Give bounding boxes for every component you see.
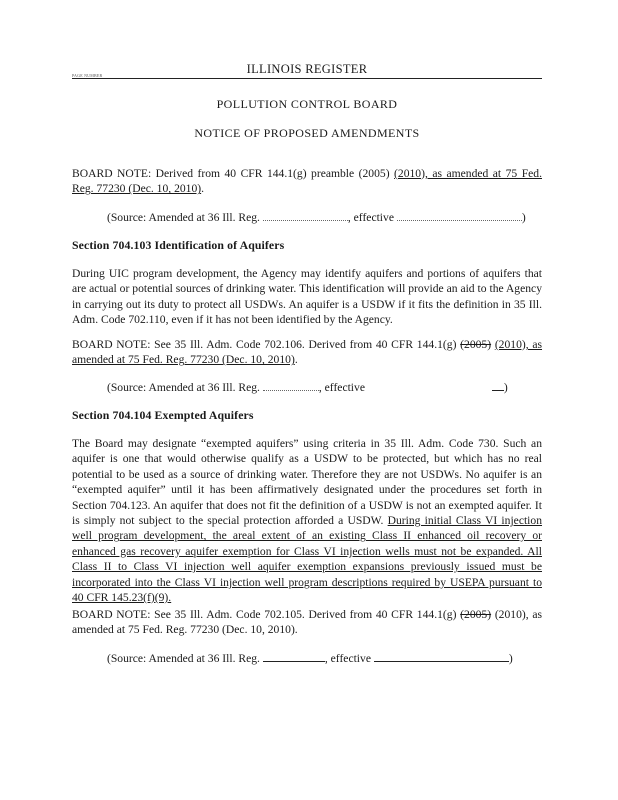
source-3-date-blank [374,651,509,662]
board-note-1 [72,166,542,197]
source-2-reg-blank [263,380,319,391]
board-note-1-suffix: . [201,182,205,196]
source-2-prefix: (Source: Amended at 36 Ill. Reg. [107,381,263,394]
source-2-middle: , effective [318,381,368,394]
board-note-2 [72,337,542,368]
board-note-2-struck: (2005) [460,338,492,351]
source-3-reg-blank [263,651,325,662]
register-header [72,64,542,79]
source-3-middle: , effective [324,652,374,665]
source-1-prefix: (Source: Amended at 36 Ill. Reg. [107,211,263,224]
source-3-prefix: (Source: Amended at 36 Ill. Reg. [107,652,263,665]
board-note-2-paren: ) [452,338,461,351]
section-704-104-added-text: During initial Class VI injection well program development, the areal extent of an existing Class II enhanced oil recovery or enhanced gas recovery aquifer exemption for Class VI injection wells must not be expanded. All Class II to Class VI injection well aquifer exemption expansions previously issued must be incorporated into the Class VI injection well program descriptions required by USEPA pursuant to 40 CFR 145.23(f)(9). [72,514,543,605]
page-number-label: PAGE NUMBER [72,73,103,78]
board-note-3-struck: (2005) [460,608,492,621]
section-704-104-text: The Board may designate “exempted aquifers” using criteria in 35 Ill. Adm. Code 730. Such an aquifer is one that would otherwise qualify as a USDW to be protected, but which has no real potential to be used as a source of drinking water. Therefore they are not USDWs. No aquifer is an “exempted aquifer” until it has been affirmatively designated under the procedures set forth in Section 704.123. An aquifer that does not fit the definition of a USDW is not an exempted aquifer. It is simply not subject to the special protection afforded a USDW. [72,437,542,528]
board-note-2-added: (2010), as amended at 75 Fed. Reg. 77230 (Dec. 10, 2010) [72,338,543,367]
section-704-103-heading: Section 704.103 Identification of Aquifers [72,238,285,252]
board-note-3-text: BOARD NOTE: See 35 Ill. Adm. Code 702.105. Derived from 40 CFR 144.1( [72,608,447,621]
register-title: ILLINOIS REGISTER [246,62,368,76]
source-1-middle: , effective [347,211,397,224]
source-1-reg-blank [263,210,348,221]
board-note-2-added-g: g [446,338,453,351]
board-note-1-text: BOARD NOTE: Derived from 40 CFR 144.1(g) preamble (2005) [72,167,395,180]
section-704-104-heading: Section 704.104 Exempted Aquifers [72,408,254,422]
board-note-3 [72,607,542,638]
source-2-end: ) [503,381,508,394]
agency-name: POLLUTION CONTROL BOARD [216,97,398,111]
source-3-end: ) [508,652,513,665]
source-1-end: ) [521,211,526,224]
section-704-103-body: During UIC program development, the Agency may identify aquifers and portions of aquifers that are actual or potential sources of drinking water. This identification will provide an aid to the Agency in carrying out its duty to protect all USDWs. An aquifer is a USDW if it fits the definition in 35 Ill. Adm. Code 702.110, even if it has not been identified by the Agency. [72,267,542,327]
source-1-date-blank [397,210,522,221]
board-note-3-added-g: g [446,608,453,621]
source-note-1 [107,210,537,224]
board-note-3-paren: ) [452,608,461,621]
board-note-1-added: (2010), as amended at 75 Fed. Reg. 77230 (Dec. 10, 2010) [72,167,542,196]
source-note-2 [107,380,537,394]
notice-title: NOTICE OF PROPOSED AMENDMENTS [194,126,420,140]
section-704-104-body [72,436,542,605]
board-note-3-rest: (2010), as amended at 75 Fed. Reg. 77230 (Dec. 10, 2010). [72,608,543,637]
source-note-3 [107,651,537,665]
board-note-2-suffix: . [294,353,298,367]
source-2-date-blank [492,380,504,391]
board-note-2-text: BOARD NOTE: See 35 Ill. Adm. Code 702.106. Derived from 40 CFR 144.1( [72,338,447,351]
